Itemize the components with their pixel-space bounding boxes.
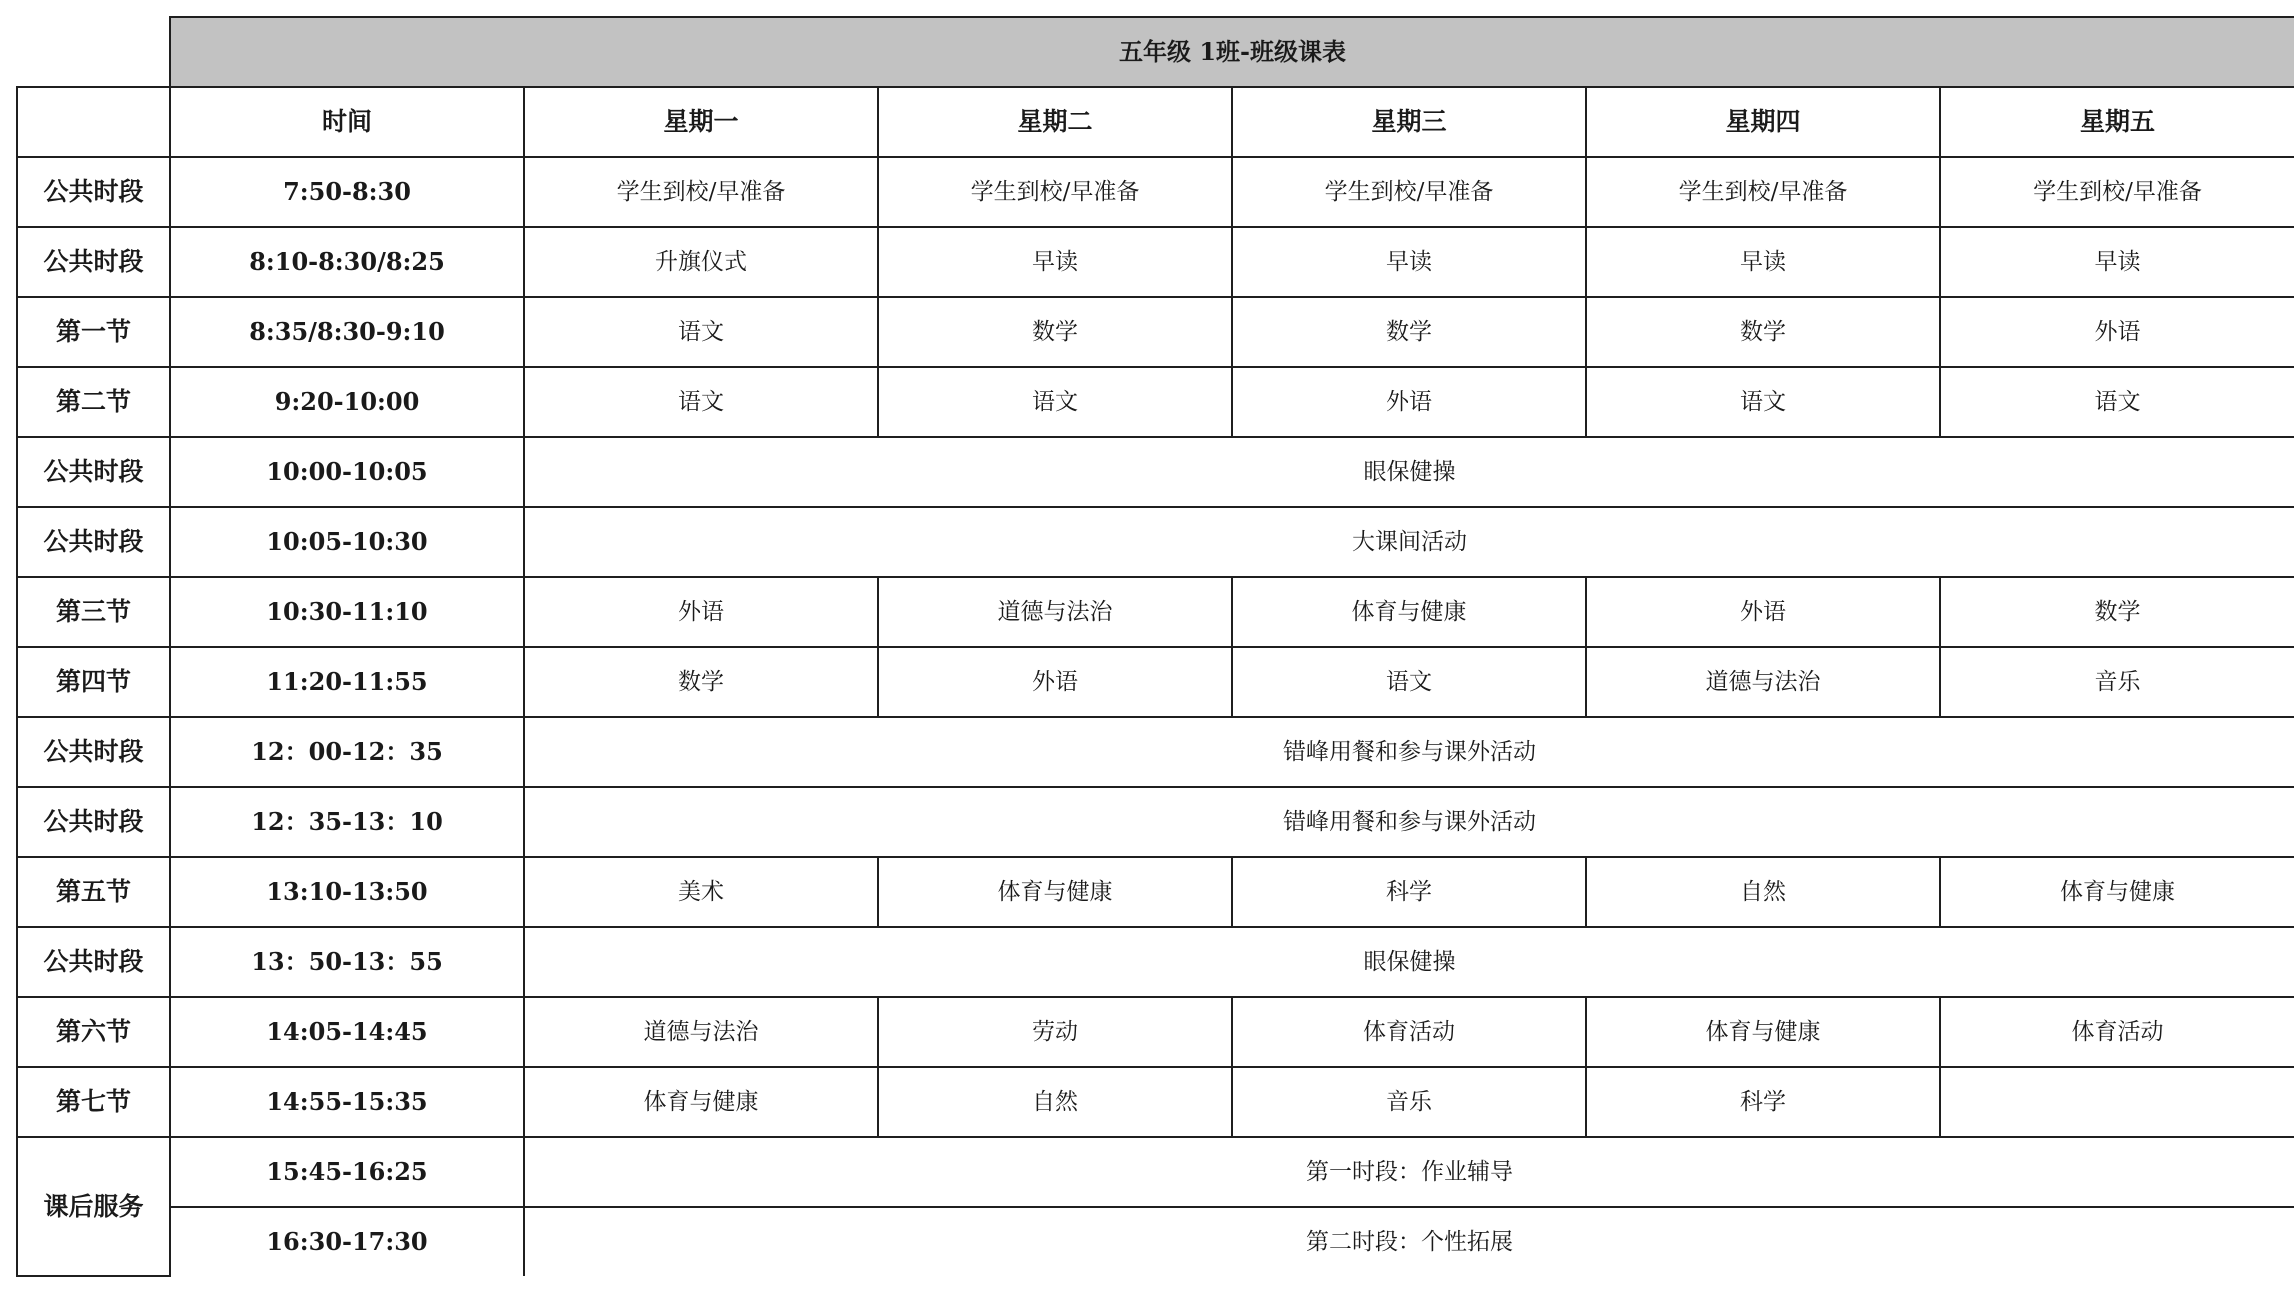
subject-cell-friday: 数学: [1940, 577, 2294, 647]
subject-cell-friday: 体育活动: [1940, 997, 2294, 1067]
period-time: 13：50-13：55: [170, 927, 524, 997]
subject-cell-friday: 音乐: [1940, 647, 2294, 717]
header-blank-cell: [17, 87, 170, 157]
subject-cell-thursday: 外语: [1586, 577, 1940, 647]
header-tuesday: 星期二: [878, 87, 1232, 157]
table-row: [17, 787, 2294, 857]
subject-cell-friday: [1940, 1067, 2294, 1137]
table-row: [17, 367, 2294, 437]
subject-cell-thursday: 数学: [1586, 297, 1940, 367]
period-time: 14:55-15:35: [170, 1067, 524, 1137]
subject-cell-friday: 体育与健康: [1940, 857, 2294, 927]
merged-activity-cell: 眼保健操: [524, 437, 2294, 507]
subject-cell-monday: 体育与健康: [524, 1067, 878, 1137]
title-row: [17, 17, 2294, 87]
period-label: 公共时段: [17, 157, 170, 227]
header-friday: 星期五: [1940, 87, 2294, 157]
after-school-time: 15:45-16:25: [170, 1137, 524, 1207]
subject-cell-monday: 升旗仪式: [524, 227, 878, 297]
table-row: [17, 157, 2294, 227]
subject-cell-wednesday: 早读: [1232, 227, 1586, 297]
period-time: 13:10-13:50: [170, 857, 524, 927]
table-row: [17, 717, 2294, 787]
period-label: 公共时段: [17, 507, 170, 577]
period-label: 第一节: [17, 297, 170, 367]
subject-cell-wednesday: 外语: [1232, 367, 1586, 437]
table-row: [17, 927, 2294, 997]
merged-activity-cell: 错峰用餐和参与课外活动: [524, 787, 2294, 857]
table-row: [17, 857, 2294, 927]
period-label: 公共时段: [17, 717, 170, 787]
period-time: 12：00-12：35: [170, 717, 524, 787]
subject-cell-monday: 学生到校/早准备: [524, 157, 878, 227]
subject-cell-friday: 语文: [1940, 367, 2294, 437]
period-label: 公共时段: [17, 227, 170, 297]
table-row: [17, 297, 2294, 367]
after-school-row: [17, 1137, 2294, 1207]
period-time: 8:35/8:30-9:10: [170, 297, 524, 367]
subject-cell-wednesday: 体育与健康: [1232, 577, 1586, 647]
subject-cell-monday: 语文: [524, 367, 878, 437]
table-row: [17, 227, 2294, 297]
subject-cell-wednesday: 科学: [1232, 857, 1586, 927]
subject-cell-monday: 数学: [524, 647, 878, 717]
table-row: [17, 647, 2294, 717]
table-row: [17, 997, 2294, 1067]
schedule-title: 五年级 1班-班级课表: [170, 17, 2294, 87]
header-thursday: 星期四: [1586, 87, 1940, 157]
subject-cell-monday: 外语: [524, 577, 878, 647]
subject-cell-thursday: 学生到校/早准备: [1586, 157, 1940, 227]
merged-activity-cell: 错峰用餐和参与课外活动: [524, 717, 2294, 787]
subject-cell-tuesday: 语文: [878, 367, 1232, 437]
subject-cell-wednesday: 体育活动: [1232, 997, 1586, 1067]
subject-cell-friday: 外语: [1940, 297, 2294, 367]
period-time: 8:10-8:30/8:25: [170, 227, 524, 297]
period-time: 10:00-10:05: [170, 437, 524, 507]
subject-cell-tuesday: 劳动: [878, 997, 1232, 1067]
period-time: 10:30-11:10: [170, 577, 524, 647]
subject-cell-thursday: 自然: [1586, 857, 1940, 927]
period-label: 第二节: [17, 367, 170, 437]
period-label: 第六节: [17, 997, 170, 1067]
merged-activity-cell: 大课间活动: [524, 507, 2294, 577]
subject-cell-wednesday: 语文: [1232, 647, 1586, 717]
subject-cell-thursday: 道德与法治: [1586, 647, 1940, 717]
after-school-label: 课后服务: [17, 1137, 170, 1276]
subject-cell-tuesday: 早读: [878, 227, 1232, 297]
subject-cell-tuesday: 体育与健康: [878, 857, 1232, 927]
subject-cell-monday: 美术: [524, 857, 878, 927]
period-time: 11:20-11:55: [170, 647, 524, 717]
after-school-time: 16:30-17:30: [170, 1207, 524, 1276]
subject-cell-tuesday: 道德与法治: [878, 577, 1232, 647]
subject-cell-monday: 语文: [524, 297, 878, 367]
period-label: 公共时段: [17, 927, 170, 997]
subject-cell-thursday: 语文: [1586, 367, 1940, 437]
period-time: 10:05-10:30: [170, 507, 524, 577]
header-wednesday: 星期三: [1232, 87, 1586, 157]
period-time: 12：35-13：10: [170, 787, 524, 857]
subject-cell-tuesday: 数学: [878, 297, 1232, 367]
period-label: 第三节: [17, 577, 170, 647]
period-time: 9:20-10:00: [170, 367, 524, 437]
merged-activity-cell: 眼保健操: [524, 927, 2294, 997]
header-time: 时间: [170, 87, 524, 157]
subject-cell-tuesday: 自然: [878, 1067, 1232, 1137]
subject-cell-wednesday: 数学: [1232, 297, 1586, 367]
period-label: 公共时段: [17, 437, 170, 507]
subject-cell-tuesday: 外语: [878, 647, 1232, 717]
table-row: [17, 577, 2294, 647]
header-row: [17, 87, 2294, 157]
subject-cell-friday: 学生到校/早准备: [1940, 157, 2294, 227]
subject-cell-tuesday: 学生到校/早准备: [878, 157, 1232, 227]
period-label: 第五节: [17, 857, 170, 927]
subject-cell-thursday: 体育与健康: [1586, 997, 1940, 1067]
subject-cell-wednesday: 学生到校/早准备: [1232, 157, 1586, 227]
subject-cell-thursday: 早读: [1586, 227, 1940, 297]
subject-cell-monday: 道德与法治: [524, 997, 878, 1067]
period-time: 7:50-8:30: [170, 157, 524, 227]
period-label: 公共时段: [17, 787, 170, 857]
after-school-content: 第一时段：作业辅导: [524, 1137, 2294, 1207]
header-monday: 星期一: [524, 87, 878, 157]
after-school-content: 第二时段：个性拓展: [524, 1207, 2294, 1276]
table-row: [17, 437, 2294, 507]
subject-cell-thursday: 科学: [1586, 1067, 1940, 1137]
after-school-row: [17, 1207, 2294, 1276]
corner-cell: [17, 17, 170, 87]
subject-cell-friday: 早读: [1940, 227, 2294, 297]
table-row: [17, 507, 2294, 577]
schedule-body: [17, 17, 2294, 1276]
class-schedule-table: [16, 16, 2294, 1277]
period-time: 14:05-14:45: [170, 997, 524, 1067]
subject-cell-wednesday: 音乐: [1232, 1067, 1586, 1137]
period-label: 第七节: [17, 1067, 170, 1137]
period-label: 第四节: [17, 647, 170, 717]
table-row: [17, 1067, 2294, 1137]
